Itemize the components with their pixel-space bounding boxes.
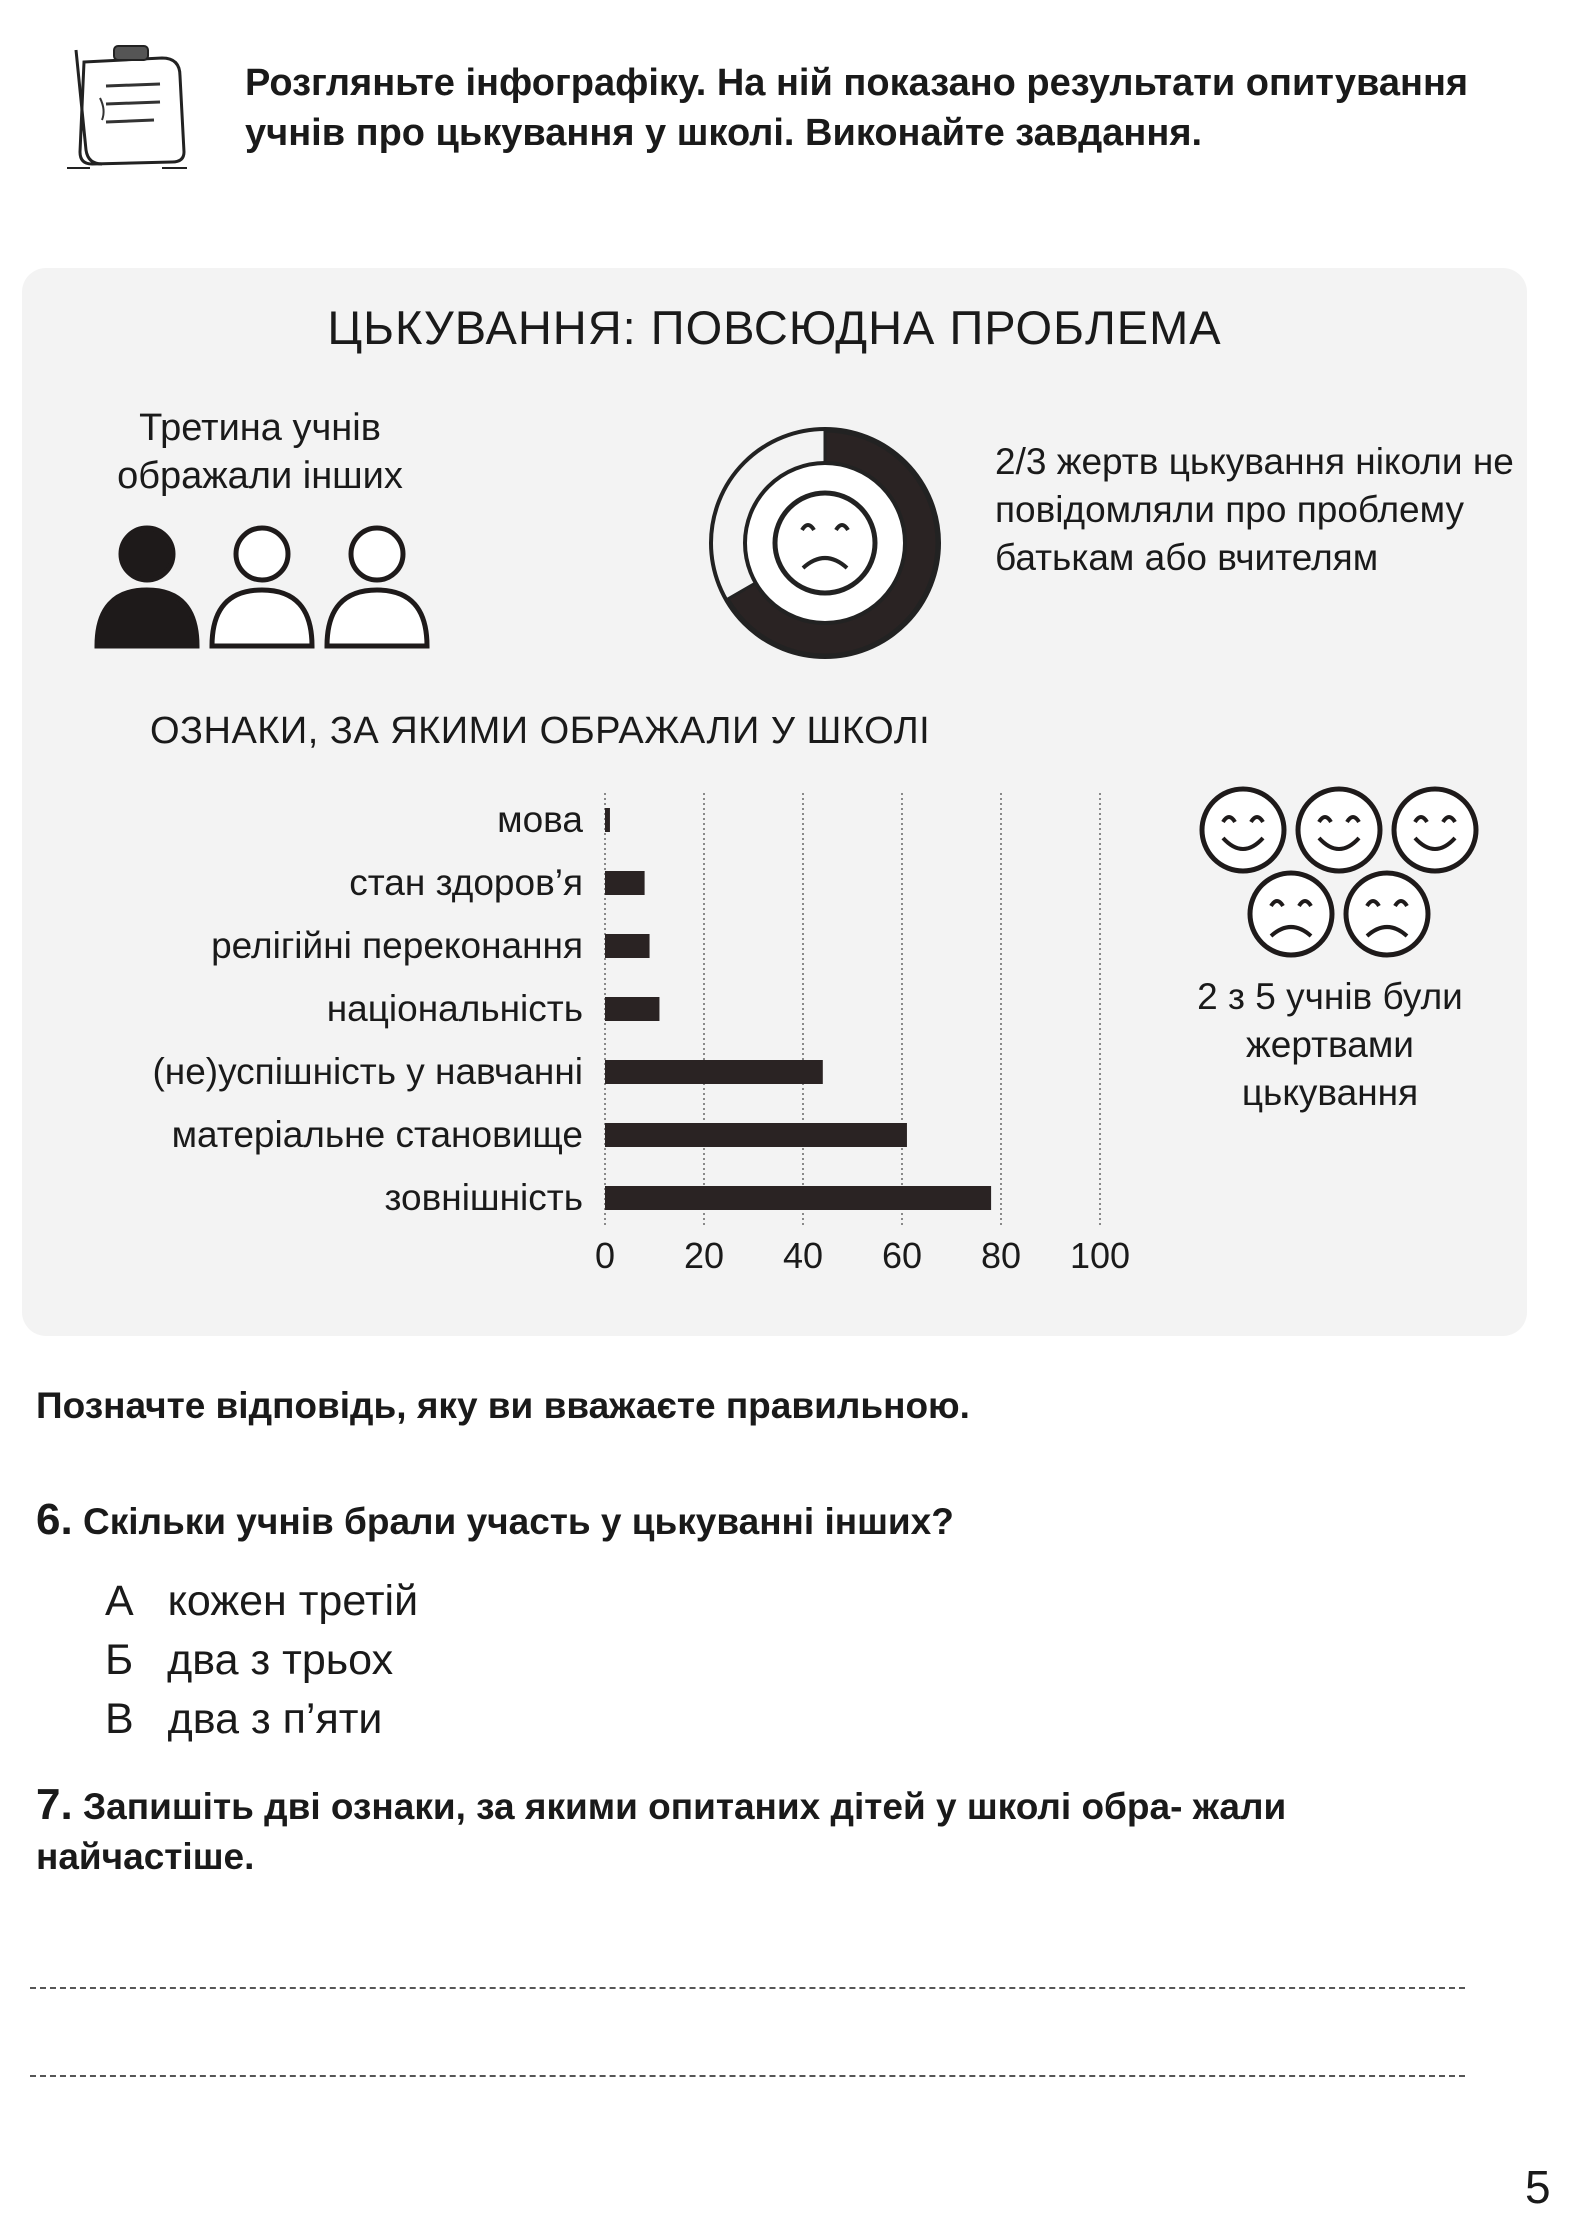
clipboard-icon — [62, 40, 212, 170]
x-tick-label: 40 — [782, 1235, 824, 1276]
person-filled-icon — [97, 528, 197, 646]
sad-face-icon — [775, 493, 875, 593]
faces-icon-group — [1195, 782, 1495, 962]
bar-chart — [40, 778, 1131, 1298]
category-label: зовнішність — [384, 1177, 583, 1218]
option-text: кожен третій — [167, 1577, 419, 1625]
option-b[interactable] — [105, 1636, 393, 1685]
answer-instruction: Позначте відповідь, яку ви вважаєте правильною. — [36, 1385, 970, 1426]
answer-line[interactable] — [30, 1987, 1465, 1989]
unreported-caption: 2/3 жертв цькування ніколи не повідомляли про проблему батькам або вчителям — [995, 441, 1514, 578]
x-tick-label: 100 — [1069, 1235, 1131, 1276]
category-label: матеріальне становище — [171, 1114, 583, 1155]
option-letter: В — [105, 1695, 134, 1743]
x-tick-label: 20 — [683, 1235, 725, 1276]
category-label: (не)успішність у навчанні — [152, 1051, 583, 1092]
chart-title: ОЗНАКИ, ЗА ЯКИМИ ОБРАЖАЛИ У ШКОЛІ — [150, 710, 931, 752]
unreported-donut-chart — [690, 408, 960, 678]
option-text: два з трьох — [167, 1636, 394, 1684]
infographic-title: ЦЬКУВАННЯ: ПОВСЮДНА ПРОБЛЕМА — [327, 301, 1222, 354]
happy-face-icon — [1394, 789, 1476, 871]
bar — [605, 1060, 823, 1084]
bar — [605, 1123, 907, 1147]
victims-caption: 2 з 5 учнів були жертвами цькування — [1197, 976, 1463, 1113]
bar — [605, 1186, 991, 1210]
question-text: Запишіть дві ознаки, за якими опитаних дітей у школі обра- жали найчастіше. — [36, 1786, 1287, 1877]
sad-face-icon — [1346, 873, 1428, 955]
category-label: національність — [326, 988, 583, 1029]
sad-face-icon — [1250, 873, 1332, 955]
happy-face-icon — [1298, 789, 1380, 871]
x-tick-label: 80 — [980, 1235, 1022, 1276]
option-letter: А — [105, 1577, 134, 1625]
people-icon-group — [92, 524, 432, 654]
question-number: 6. — [36, 1495, 73, 1544]
third-of-students-caption: Третина учнів ображали інших — [117, 407, 403, 497]
category-label: стан здоров’я — [349, 862, 583, 903]
bar — [605, 997, 659, 1021]
answer-line[interactable] — [30, 2075, 1465, 2077]
option-text: два з п’яти — [167, 1695, 383, 1743]
option-letter: Б — [105, 1636, 134, 1684]
question-6 — [36, 1495, 954, 1545]
person-outline-icon — [212, 528, 312, 646]
bar — [605, 808, 610, 832]
x-tick-label: 60 — [881, 1235, 923, 1276]
page-number: 5 — [1525, 2161, 1551, 2213]
option-c[interactable] — [105, 1695, 382, 1744]
option-a[interactable] — [105, 1577, 418, 1626]
question-7 — [36, 1780, 1476, 1882]
question-text: Скільки учнів брали участь у цькуванні інших? — [82, 1501, 954, 1542]
task-instruction: Розгляньте інфографіку. На ній показано результати опитування учнів про цькування у школі. Виконайте завдання. — [245, 62, 1469, 154]
happy-face-icon — [1202, 789, 1284, 871]
question-number: 7. — [36, 1780, 73, 1829]
bar — [605, 934, 650, 958]
x-tick-label: 0 — [594, 1235, 616, 1276]
category-label: релігійні переконання — [211, 925, 583, 966]
category-label: мова — [497, 799, 583, 840]
bar — [605, 871, 645, 895]
person-outline-icon — [327, 528, 427, 646]
